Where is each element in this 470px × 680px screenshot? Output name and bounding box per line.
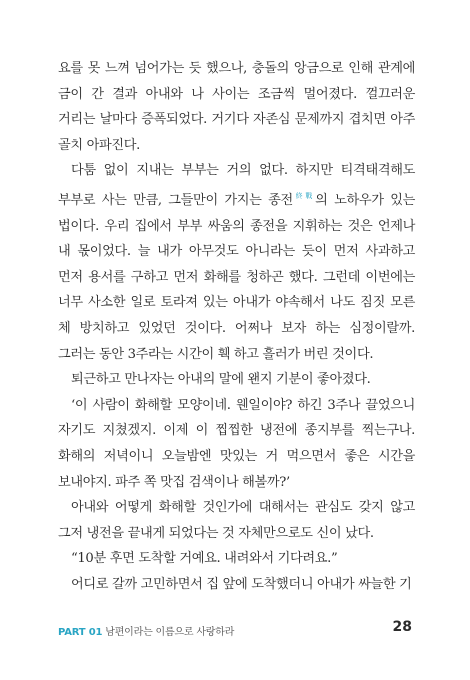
paragraph-text: ‘이 사람이 화해할 모양이네. 웬일이야? 하긴 3주나 끌었으니 자기도 지쳤겠지. 이제 이 찝찝한 냉전에 종지부를 찍는구나. 화해의 저녁이니 오늘밤엔 맛있는 거 먹으면서 좋은 시간을 보내야지. 파주 쪽 맛집 검색이나 해볼까?’ [58, 397, 415, 490]
paragraph-text: “10분 후면 도착할 거예요. 내려와서 기다려요.” [71, 551, 338, 567]
paragraph [58, 546, 415, 572]
page-number: 28 [392, 619, 412, 635]
paragraph-text: 다툼 없이 지내는 부부는 거의 없다. 하지만 티격태격해도 부부로 사는 만큼, 그들만이 가지는 종전 [58, 163, 415, 208]
part-label: PART 01 [58, 627, 103, 638]
body-text [58, 56, 415, 597]
paragraph [58, 495, 415, 546]
hanja-annotation: 終戰 [292, 191, 316, 200]
paragraph-text: 어디로 갈까 고민하면서 집 앞에 도착했더니 아내가 싸늘한 기 [71, 576, 412, 592]
paragraph-text: 요를 못 느껴 넘어가는 듯 했으나, 충돌의 앙금으로 인해 관계에 금이 간 결과 아내와 나 사이는 조금씩 멀어졌다. 껄끄러운 거리는 날마다 증폭되었다. 거기다 자존심 문제까지 겹치면 아주 골치 아파진다. [58, 61, 415, 153]
paragraph-text: 의 노하우가 있는 법이다. 우리 집에서 부부 싸움의 종전을 지휘하는 것은 언제나 내 몫이었다. 늘 내가 아무것도 아니라는 듯이 먼저 사과하고 먼저 용서를 구하고 먼저 화해를 청하곤 했다. 그런데 이번에는 너무 사소한 일로 토라져 있는 아내가 야속해서 나도 짐짓 모른 체 방치하고 있었던 것이다. 어쩌나 보자 하는 심정이랄까. 그러는 동안 3주라는 시간이 훽 하고 흘러가 버린 것이다. [58, 192, 416, 362]
chapter-title: 남편이라는 이름으로 사랑하라 [105, 627, 235, 638]
running-footer [58, 623, 234, 638]
paragraph-text: 아내와 어떻게 화해할 것인가에 대해서는 관심도 갖지 않고 그저 냉전을 끝내게 되었다는 것 자체만으로도 신이 났다. [58, 500, 415, 541]
paragraph [58, 56, 415, 158]
paragraph [58, 572, 415, 598]
paragraph [58, 393, 415, 495]
paragraph-text: 퇴근하고 만나자는 아내의 말에 왠지 기분이 좋아졌다. [71, 372, 371, 388]
paragraph [58, 158, 415, 367]
paragraph [58, 367, 415, 393]
